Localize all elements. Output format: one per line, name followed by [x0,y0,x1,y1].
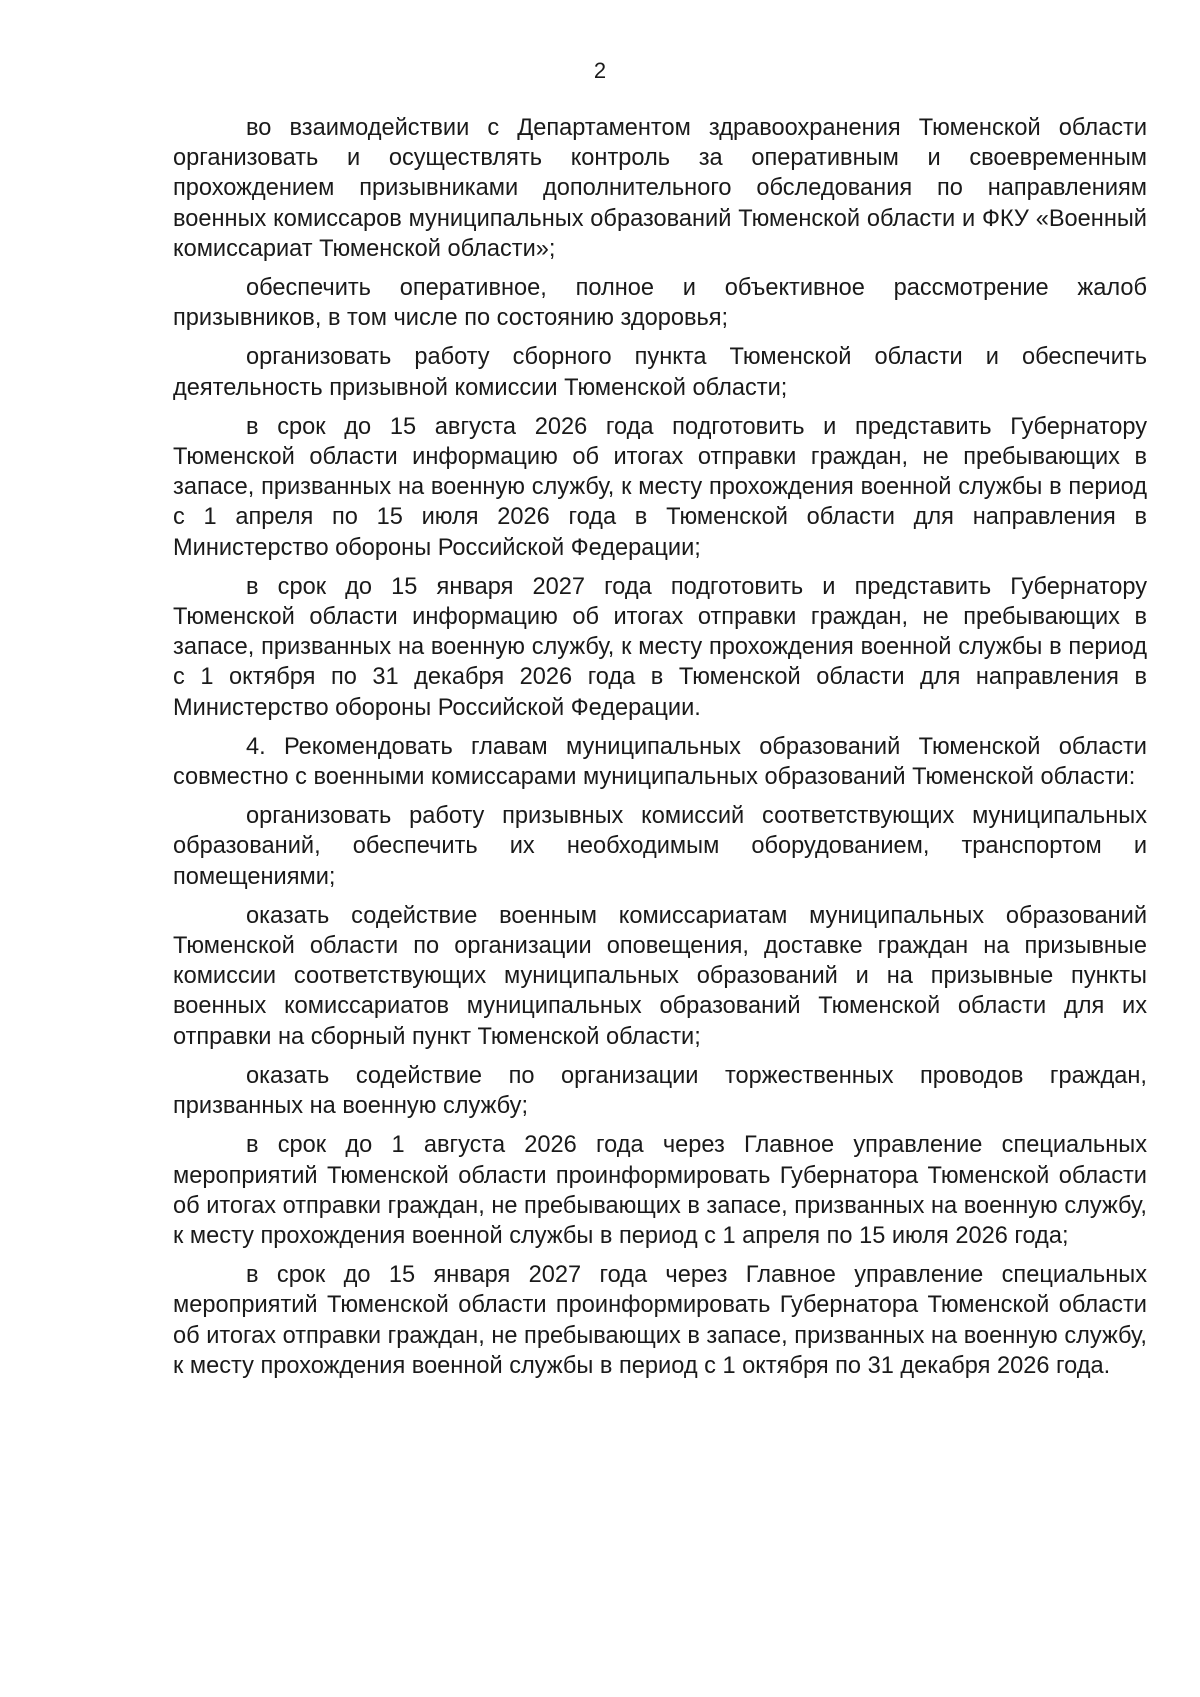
paragraph-assist-commissariats: оказать содействие военным комиссариатам муниципальных образований Тюменской области по организации оповещения, доставке граждан на призывные комиссии соответствующих муниципальных образований и на призывные пункты военных комиссариатов муниципальных образований Тюменской области для их отправки на сборный пункт Тюменской области; [173,902,1147,1050]
page-number: 2 [593,58,607,83]
paragraph-send-off-ceremonies: оказать содействие по организации торжественных проводов граждан, призванных на военную службу; [173,1062,1147,1120]
document-body [173,113,1147,1390]
paragraph-inform-governor-january: в срок до 15 января 2027 года через Главное управление специальных мероприятий Тюменской области проинформировать Губернатора Тюменской области об итогах отправки граждан, не пребывающих в запасе, призванных на военную службу, к месту прохождения военной службы в период с 1 октября по 31 декабря 2026 года. [173,1262,1147,1379]
paragraph-report-january: в срок до 15 января 2027 года подготовить и представить Губернатору Тюменской области информацию об итогах отправки граждан, не пребывающих в запасе, призванных на военную службу, к месту прохождения военной службы в период с 1 октября по 31 декабря 2026 года в Тюменской области для направления в Министерство обороны Российской Федерации. [173,573,1147,721]
paragraph-health-dept-control: во взаимодействии с Департаментом здравоохранения Тюменской области организовать и осуществлять контроль за оперативным и своевременным прохождением призывниками дополнительного обследования по направлениям военных комиссаров муниципальных образований Тюменской области и ФКУ «Военный комиссариат Тюменской области»; [173,115,1147,262]
paragraph-assembly-point: организовать работу сборного пункта Тюменской области и обеспечить деятельность призывной комиссии Тюменской области; [173,344,1147,401]
paragraph-organize-commissions: организовать работу призывных комиссий соответствующих муниципальных образований, обеспечить их необходимым оборудованием, транспортом и помещениями; [173,803,1147,890]
paragraph-inform-governor-august: в срок до 1 августа 2026 года через Главное управление специальных мероприятий Тюменской области проинформировать Губернатора Тюменской области об итогах отправки граждан, не пребывающих в запасе, призванных на военную службу, к месту прохождения военной службы в период с 1 апреля по 15 июля 2026 года; [173,1132,1147,1249]
paragraph-complaints-review: обеспечить оперативное, полное и объективное рассмотрение жалоб призывников, в том числе по состоянию здоровья; [173,275,1147,332]
paragraph-item-4-recommendation: 4. Рекомендовать главам муниципальных образований Тюменской области совместно с военными комиссарами муниципальных образований Тюменской области: [173,733,1147,791]
paragraph-report-august: в срок до 15 августа 2026 года подготовить и представить Губернатору Тюменской области информацию об итогах отправки граждан, не пребывающих в запасе, призванных на военную службу, к месту прохождения военной службы в период с 1 апреля по 15 июля 2026 года в Тюменской области для направления в Министерство обороны Российской Федерации; [173,413,1147,561]
